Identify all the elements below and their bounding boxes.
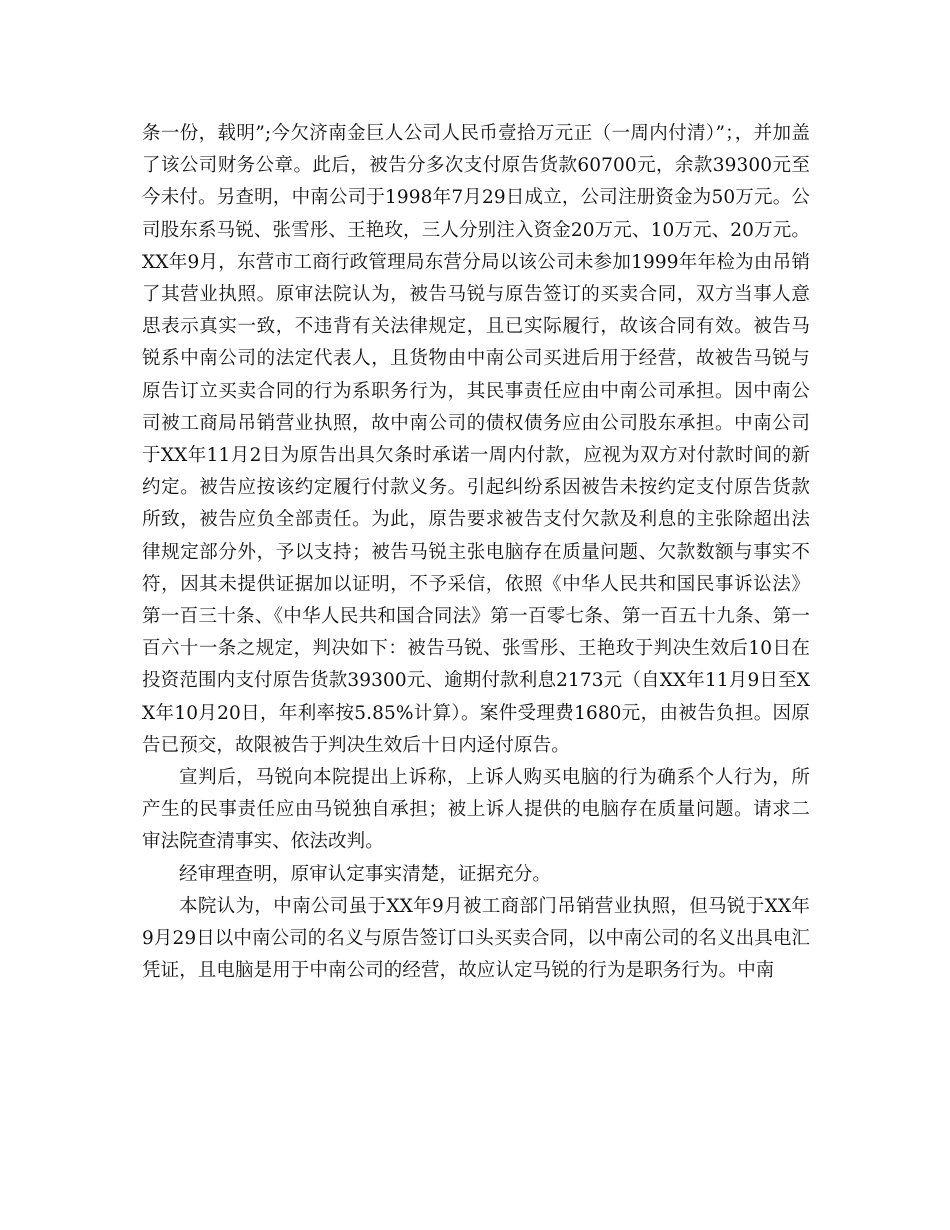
paragraph-3: 经审理查明，原审认定事实清楚，证据充分。 [179,863,552,885]
paragraph-1: 条一份，载明”;今欠济南金巨人公司人民币壹拾万元正（一周内付清）”；，并加盖了该公司财务公章。此后，被告分多次支付原告货款60700元，余款39300元至今未付。另查明，中南公司于1998年7月29日成立，公司注册资金为50万元。公司股东系马锐、张雪彤、王艳玫，三人分别注入资金20万元、10万元、20万元。XX年9月，东营市工商行政管理局东营分局以该公司未参加1999年年检为由吊销了其营业执照。原审法院认为，被告马锐与原告签订的买卖合同，双方当事人意思表示真实一致，不违背有关法律规定，且已实际履行，故该合同有效。被告马锐系中南公司的法定代表人，且货物由中南公司买进后用于经营，故被告马锐与原告订立买卖合同的行为系职务行为，其民事责任应由中南公司承担。因中南公司被工商局吊销营业执照，故中南公司的债权债务应由公司股东承担。中南公司于XX年11月2日为原告出具欠条时承诺一周内付款，应视为双方对付款时间的新约定。被告应按该约定履行付款义务。引起纠纷系因被告未按约定支付原告货款所致，被告应负全部责任。为此，原告要求被告支付欠款及利息的主张除超出法律规定部分外，予以支持；被告马锐主张电脑存在质量问题、欠款数额与事实不符，因其未提供证据加以证明，不予采信，依照《中华人民共和国民事诉讼法》第一百三十条、《中华人民共和国合同法》第一百零七条、第一百五十九条、第一百六十一条之规定，判决如下：被告马锐、张雪彤、王艳玫于判决生效后10日在投资范围内支付原告货款39300元、逾期付款利息2173元（自XX年11月9日至XX年10月20日，年利率按5.85%计算）。案件受理费1680元，由被告负担。因原告已预交，故限被告于判决生效后十日内迳付原告。 [142,123,810,756]
document-body [142,118,810,987]
paragraph-4: 本院认为，中南公司虽于XX年9月被工商部门吊销营业执照，但马锐于XX年9月29日以中南公司的名义与原告签订口头买卖合同，以中南公司的名义出具电汇凭证，且电脑是用于中南公司的经营，故应认定马锐的行为是职务行为。中南 [142,895,811,982]
paragraph-2: 宣判后，马锐向本院提出上诉称，上诉人购买电脑的行为确系个人行为，所产生的民事责任应由马锐独自承担；被上诉人提供的电脑存在质量问题。请求二审法院查清事实、依法改判。 [142,767,810,853]
